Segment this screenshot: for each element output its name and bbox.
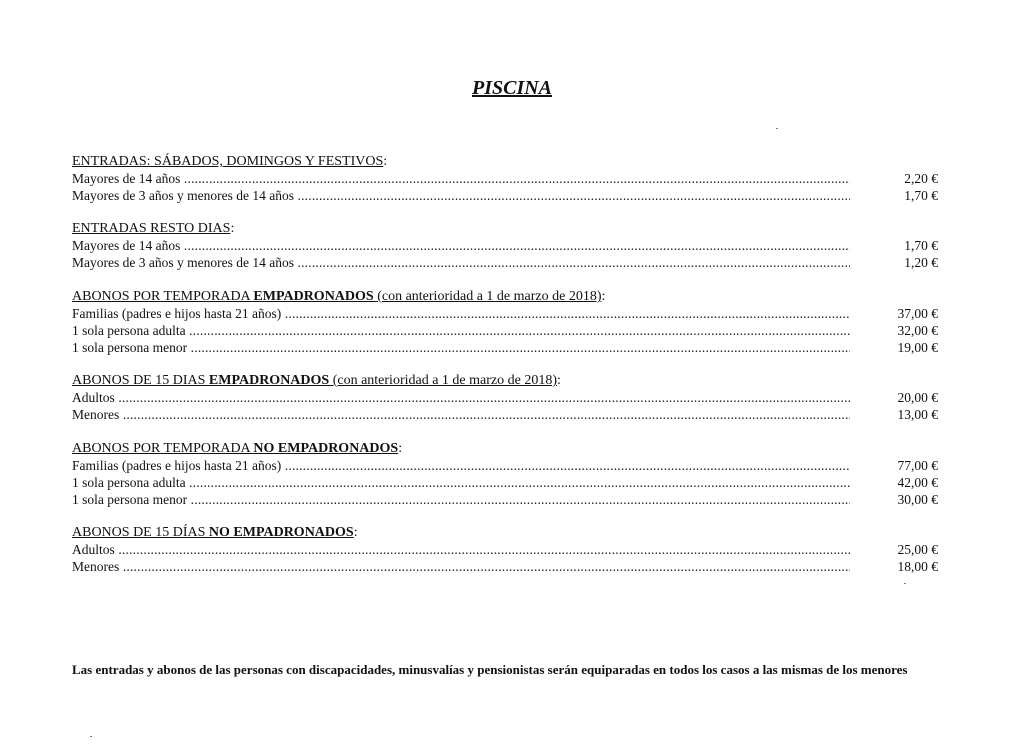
section-heading-part: (con anterioridad a 1 de marzo de 2018) xyxy=(373,289,602,304)
section-heading xyxy=(72,372,940,389)
section-heading xyxy=(72,288,940,305)
section-heading-part: : xyxy=(398,441,403,456)
price-row-value: 1,70 € xyxy=(904,238,938,253)
section-heading-part: EMPADRONADOS xyxy=(208,373,330,388)
price-row xyxy=(72,170,940,187)
price-row-label: Mayores de 14 años ..... xyxy=(72,237,850,254)
price-row-label: 1 sola persona adulta ..... xyxy=(72,322,850,339)
section-abonos-temporada-no-empadronados xyxy=(72,440,940,508)
price-row-value: 19,00 € xyxy=(897,340,938,355)
section-heading xyxy=(72,153,940,170)
price-row-label: Mayores de 3 años y menores de 14 años ..... xyxy=(72,254,850,271)
price-row-label: Adultos ..... xyxy=(72,389,850,406)
section-abonos-15-empadronados xyxy=(72,372,940,423)
price-row-value: 1,70 € xyxy=(904,188,938,203)
price-row xyxy=(72,322,940,339)
section-heading-part: ABONOS DE 15 DÍAS xyxy=(72,525,209,540)
section-heading-part: : xyxy=(230,221,235,236)
section-heading xyxy=(72,220,940,237)
price-row-label: Familias (padres e hijos hasta 21 años) ..... xyxy=(72,305,850,322)
scan-speck xyxy=(904,583,906,584)
section-heading xyxy=(72,524,940,541)
price-row-value: 77,00 € xyxy=(897,458,938,473)
price-row-value: 20,00 € xyxy=(897,390,938,405)
section-heading-part: : xyxy=(383,154,388,169)
price-row xyxy=(72,558,940,575)
price-row xyxy=(72,305,940,322)
price-row-label: 1 sola persona menor ..... xyxy=(72,339,850,356)
section-heading-part: ABONOS POR TEMPORADA xyxy=(72,289,254,304)
section-heading-part: ABONOS DE 15 DIAS xyxy=(72,373,209,388)
price-row-label: 1 sola persona adulta ..... xyxy=(72,474,850,491)
section-abonos-temporada-empadronados xyxy=(72,288,940,356)
price-row-value: 37,00 € xyxy=(897,306,938,321)
price-row xyxy=(72,187,940,204)
price-row-value: 1,20 € xyxy=(904,255,938,270)
price-row xyxy=(72,541,940,558)
price-row xyxy=(72,406,940,423)
price-row xyxy=(72,254,940,271)
section-heading-part: NO EMPADRONADOS xyxy=(253,441,399,456)
scan-speck xyxy=(90,736,92,737)
section-entradas-resto xyxy=(72,220,940,271)
section-heading-part: ABONOS POR TEMPORADA xyxy=(72,441,254,456)
price-row-value: 32,00 € xyxy=(897,323,938,338)
section-heading-part: ENTRADAS: SÁBADOS, DOMINGOS Y FESTIVOS xyxy=(72,154,384,169)
price-row xyxy=(72,457,940,474)
section-heading-part: ENTRADAS RESTO DIAS xyxy=(72,221,231,236)
section-heading-part: : xyxy=(353,525,358,540)
section-entradas-festivos xyxy=(72,153,940,204)
price-row-value: 25,00 € xyxy=(897,542,938,557)
price-row xyxy=(72,491,940,508)
price-row xyxy=(72,389,940,406)
price-row-label: Mayores de 14 años ..... xyxy=(72,170,850,187)
page-title: PISCINA xyxy=(471,77,553,99)
section-heading-part: (con anterioridad a 1 de marzo de 2018) xyxy=(329,373,557,388)
discount-note: Las entradas y abonos de las personas con discapacidades, minusvalías y pensionistas serán equiparadas en todos los casos a las mismas de los menores xyxy=(72,662,908,677)
price-row-value: 42,00 € xyxy=(897,475,938,490)
section-heading xyxy=(72,440,940,457)
price-row-value: 13,00 € xyxy=(897,407,938,422)
section-heading-part: NO EMPADRONADOS xyxy=(208,525,354,540)
price-row xyxy=(72,474,940,491)
price-row-value: 18,00 € xyxy=(897,559,938,574)
price-row-label: Menores ..... xyxy=(72,558,850,575)
section-abonos-15-no-empadronados xyxy=(72,524,940,575)
price-row-label: 1 sola persona menor ..... xyxy=(72,491,850,508)
section-heading-part: : xyxy=(557,373,561,388)
price-row xyxy=(72,339,940,356)
price-row-label: Menores ..... xyxy=(72,406,850,423)
section-heading-part: : xyxy=(601,289,606,304)
scan-speck xyxy=(776,128,778,129)
price-row xyxy=(72,237,940,254)
price-row-label: Mayores de 3 años y menores de 14 años ..... xyxy=(72,187,850,204)
price-row-label: Adultos ..... xyxy=(72,541,850,558)
section-heading-part: EMPADRONADOS xyxy=(253,289,374,304)
price-row-label: Familias (padres e hijos hasta 21 años) ..... xyxy=(72,457,850,474)
price-row-value: 2,20 € xyxy=(904,171,938,186)
price-row-value: 30,00 € xyxy=(897,492,938,507)
